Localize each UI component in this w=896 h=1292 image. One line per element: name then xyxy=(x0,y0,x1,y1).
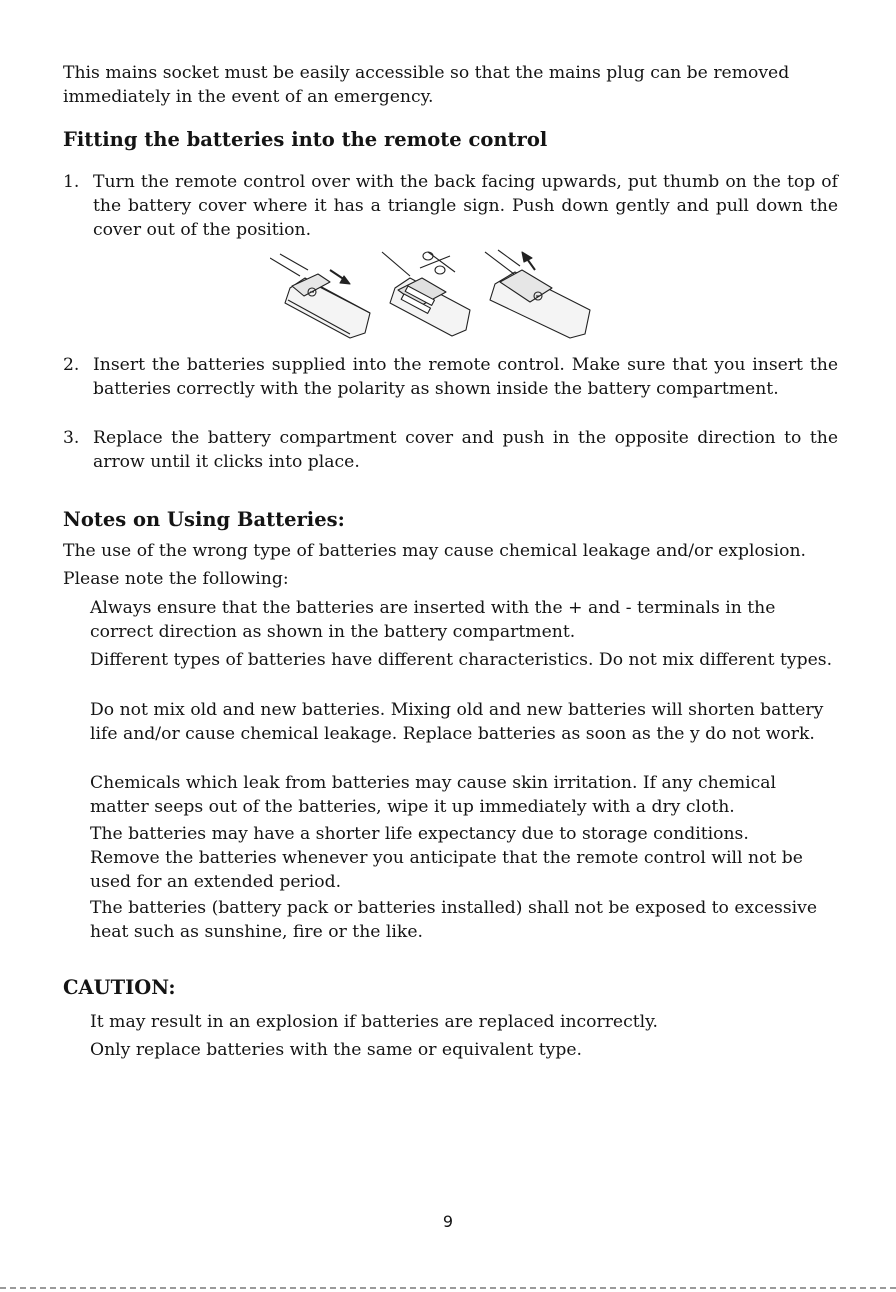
step-text: Replace the battery compartment cover and push in the opposite direction to the arrow until it clicks into place. xyxy=(93,428,838,472)
caution-item: Only replace batteries with the same or equivalent type. xyxy=(90,1040,582,1060)
fitting-heading: Fitting the batteries into the remote control xyxy=(63,128,548,151)
step-2 xyxy=(63,353,838,401)
step-3 xyxy=(63,426,838,474)
note-item: Always ensure that the batteries are inserted with the + and - terminals in the correct direction as shown in the battery compartment. xyxy=(90,598,776,642)
step-1 xyxy=(63,170,838,242)
bottom-divider xyxy=(0,1287,896,1289)
note-item: Chemicals which leak from batteries may cause skin irritation. If any chemical matter seeps out of the batteries, wipe it up immediately with a dry cloth. xyxy=(90,773,777,817)
remote-cover-replaced-icon xyxy=(485,250,590,338)
note-item: Remove the batteries whenever you anticipate that the remote control will not be used for an extended period. xyxy=(90,848,803,892)
step-text: Turn the remote control over with the back facing upwards, put thumb on the top of the battery cover where it has a triangle sign. Push down gently and pull down the cover out of the position. xyxy=(93,172,838,240)
step-number: 2. xyxy=(63,355,80,375)
step-number: 3. xyxy=(63,428,80,448)
notes-lead-2: Please note the following: xyxy=(63,569,289,589)
intro-paragraph: This mains socket must be easily accessible so that the mains plug can be removed immediately in the event of an emergency. xyxy=(63,63,790,107)
remote-cover-removed-icon xyxy=(270,254,370,338)
note-item: Do not mix old and new batteries. Mixing old and new batteries will shorten battery life and/or cause chemical leakage. Replace batteries as soon as the y do not work. xyxy=(90,700,824,744)
page-number: 9 xyxy=(442,1212,454,1231)
step-text: Insert the batteries supplied into the remote control. Make sure that you insert the batteries correctly with the polarity as shown inside the battery compartment. xyxy=(93,355,838,399)
caution-item: It may result in an explosion if batteries are replaced incorrectly. xyxy=(90,1012,659,1032)
note-item: The batteries may have a shorter life expectancy due to storage conditions. xyxy=(90,824,749,844)
notes-heading: Notes on Using Batteries: xyxy=(63,508,345,531)
note-item: Different types of batteries have different characteristics. Do not mix different types. xyxy=(90,650,833,670)
caution-heading: CAUTION: xyxy=(63,976,176,999)
remote-batteries-inserted-icon xyxy=(382,252,470,336)
note-item: The batteries (battery pack or batteries installed) shall not be exposed to excessive heat such as sunshine, fire or the like. xyxy=(90,898,818,942)
step-number: 1. xyxy=(63,172,80,192)
notes-lead-1: The use of the wrong type of batteries may cause chemical leakage and/or explosion. xyxy=(63,541,806,561)
battery-fitting-illustration xyxy=(270,248,600,348)
